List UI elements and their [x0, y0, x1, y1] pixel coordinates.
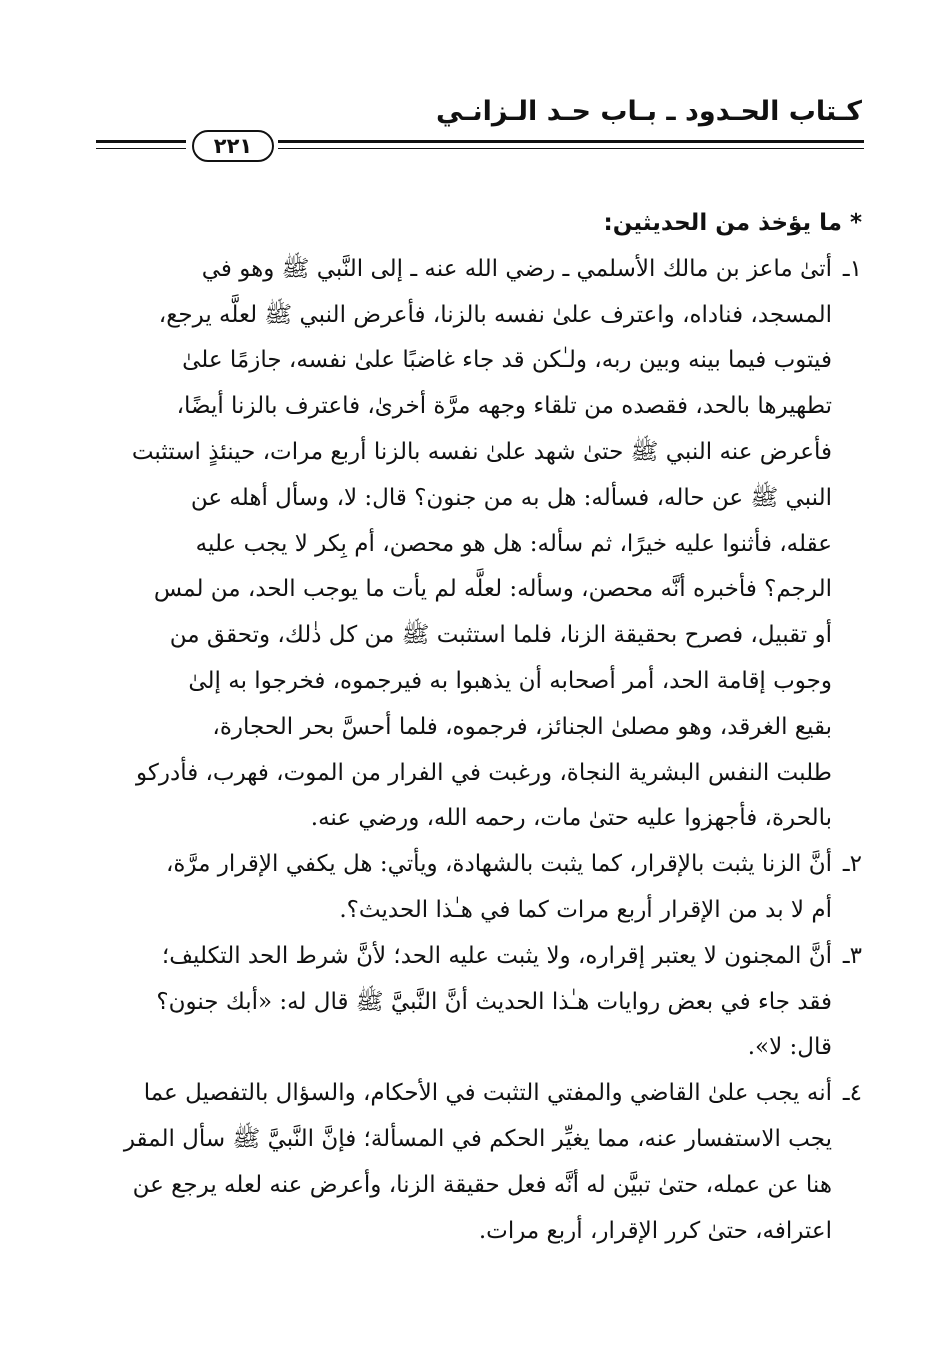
text-line: النبي ﷺ عن حاله، فسأله: هل به من جنون؟ قال: لا، وسأل أهله عن [190, 484, 832, 511]
running-title: كـتاب الحـدود ـ بـاب حـد الـزانـي [435, 96, 862, 127]
item-text [94, 1071, 832, 1254]
text-line: أنَّ المجنون لا يعتبر إقراره، ولا يثبت عليه الحد؛ لأنَّ شرط الحد التكليف؛ [161, 942, 832, 969]
text-line: أتىٰ ماعز بن مالك الأسلمي ـ رضي الله عنه ـ إلى النَّبي ﷺ وهو في [201, 255, 832, 282]
item-text [94, 934, 832, 1071]
text-line: تطهيرها بالحد، فقصده من تلقاء وجهه مرَّة أخرىٰ، فاعترف بالزنا أيضًا، [176, 393, 832, 420]
header-rule-right-thin [278, 148, 864, 149]
main-content [94, 201, 862, 1254]
item-text [94, 842, 832, 934]
header-rule [96, 128, 864, 164]
text-line: قال: لا». [747, 1034, 832, 1061]
text-line: هنا عن عمله، حتىٰ تبيَّن له أنَّه فعل حقيقة الزنا، وأعرض عنه لعله يرجع عن [132, 1171, 832, 1198]
section-heading: * ما يؤخذ من الحديثين: [603, 210, 862, 236]
text-line: وجوب إقامة الحد، أمر أصحابه أن يذهبوا به فيرجموه، فخرجوا به إلىٰ [188, 667, 832, 694]
text-line: أم لا بد من الإقرار أربع مرات كما في هـٰذا الحديث؟. [339, 896, 832, 923]
list-item [94, 247, 862, 842]
text-line: فأعرض عنه النبي ﷺ حتىٰ شهد علىٰ نفسه بالزنا أربع مرات، حينئذٍ استثبت [131, 438, 832, 465]
page-number: ٢٢١ [192, 130, 274, 162]
text-line: أنَّ الزنا يثبت بالإقرار، كما يثبت بالشهادة، ويأتي: هل يكفي الإقرار مرَّة، [165, 851, 832, 878]
text-line: الرجم؟ فأخبره أنَّه محصن، وسأله: لعلَّه لم يأت ما يوجب الحد، من لمس [153, 576, 832, 603]
header-rule-left-thin [96, 148, 186, 149]
text-line: المسجد، فناداه، واعترف علىٰ نفسه بالزنا، فأعرض النبي ﷺ لعلَّه يرجع، [158, 301, 832, 328]
list-item [94, 934, 862, 1071]
item-text [94, 247, 832, 842]
text-line: أنه يجب علىٰ القاضي والمفتي التثبت في الأحكام، والسؤال بالتفصيل عما [143, 1080, 832, 1107]
text-line: فقد جاء في بعض روايات هـٰذا الحديث أنَّ النَّبيَّ ﷺ قال له: «أبك جنون؟ [156, 988, 832, 1015]
text-line: فيتوب فيما بينه وبين ربه، ولـٰكن قد جاء غاضبًا علىٰ نفسه، جازمًا علىٰ [182, 347, 832, 374]
list-item [94, 842, 862, 934]
list-item [94, 1071, 862, 1254]
text-line: يجب الاستفسار عنه، مما يغيِّر الحكم في المسألة؛ فإنَّ النَّبيَّ ﷺ سأل المقر [123, 1125, 832, 1152]
text-line: اعترافه، حتىٰ كرر الإقرار، أربع مرات. [478, 1217, 832, 1244]
text-line: أو تقبيل، فصرح بحقيقة الزنا، فلما استثبت ﷺ من كل ذٰلك، وتحقق من [169, 622, 832, 649]
item-number: ٣ـ [842, 942, 862, 969]
item-number: ١ـ [842, 255, 862, 282]
text-line: بالحرة، فأجهزوا عليه حتىٰ مات، رحمه الله، ورضي عنه. [310, 805, 832, 832]
text-line: طلبت النفس البشرية النجاة، ورغبت في الفرار من الموت، فهرب، فأدركو [136, 759, 832, 786]
text-line: بقيع الغرقد، وهو مصلىٰ الجنائز، فرجموه، فلما أحسَّ بحر الحجارة، [212, 713, 832, 740]
header-rule-right-thick [278, 140, 864, 143]
header-rule-left-thick [96, 140, 186, 143]
item-number: ٢ـ [842, 851, 862, 878]
text-line: عقله، فأثنوا عليه خيرًا، ثم سأله: هل هو محصن، أم بِكر لا يجب عليه [195, 530, 832, 557]
item-number: ٤ـ [842, 1080, 862, 1107]
